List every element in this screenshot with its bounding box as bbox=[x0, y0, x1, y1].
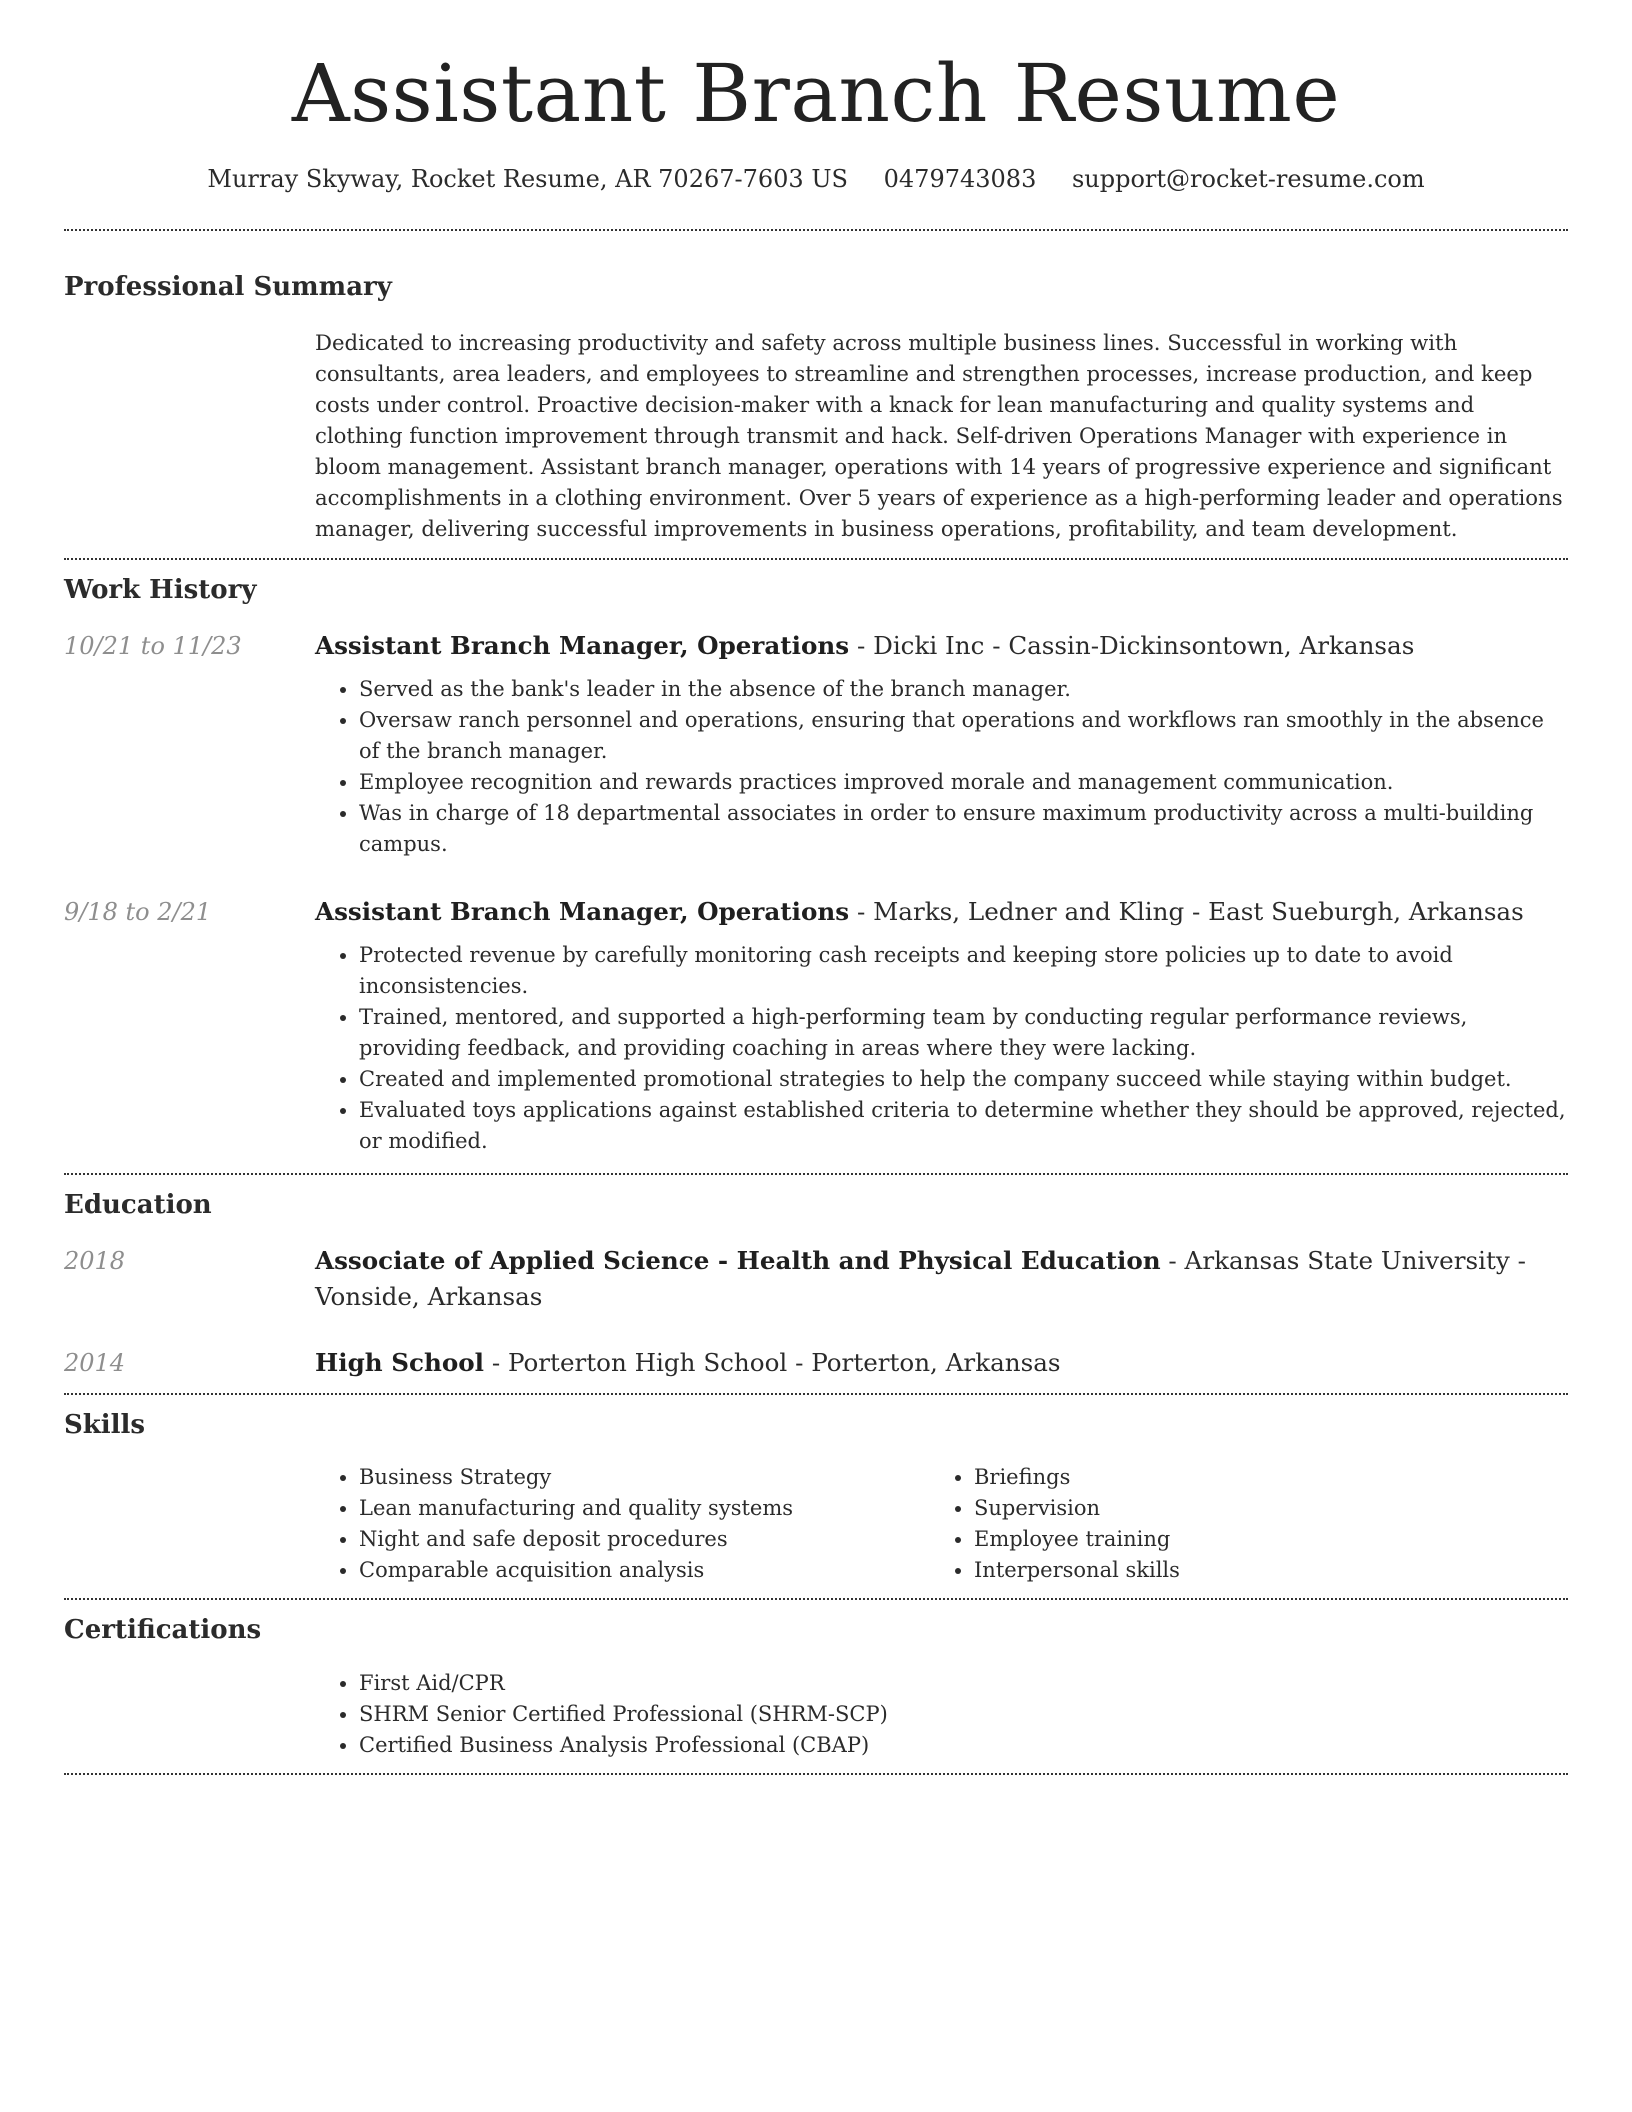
skill-item: • Night and safe deposit procedures bbox=[359, 1524, 930, 1555]
job-bullet: • Trained, mentored, and supported a high-performing team by conducting regular performance reviews, providing feedback, and providing coaching in areas where they were lacking. bbox=[359, 1002, 1568, 1064]
contact-email: support@rocket-resume.com bbox=[1071, 165, 1425, 193]
summary-text: Dedicated to increasing productivity and safety across multiple business lines. Successful in working with consultants, area leaders, and employees to streamline and strengthen processes, increase production, and keep costs under control. Proactive decision-maker with a knack for lean manufacturing and quality systems and clothing function improvement through transmit and hack. Self-driven Operations Manager with experience in bloom management. Assistant branch manager, operations with 14 years of progressive experience and significant accomplishments in a clothing environment. Over 5 years of experience as a high-performing leader and operations manager, delivering successful improvements in business operations, profitability, and team development. bbox=[315, 329, 1563, 541]
skill-item: • Employee training bbox=[974, 1524, 1545, 1555]
education-heading bbox=[315, 1345, 1568, 1381]
job-bullet: • Served as the bank's leader in the absence of the branch manager. bbox=[359, 674, 1568, 705]
job-bullets bbox=[315, 674, 1568, 860]
section-work-history bbox=[64, 560, 1568, 1173]
education-year: 2014 bbox=[64, 1348, 126, 1377]
job-heading bbox=[315, 628, 1568, 664]
job-employer: - Dicki Inc - Cassin-Dickinsontown, Arkansas bbox=[849, 630, 1415, 660]
education-entry bbox=[64, 1315, 1568, 1393]
job-role: Assistant Branch Manager, Operations bbox=[315, 896, 850, 926]
job-bullet: • Was in charge of 18 departmental associates in order to ensure maximum productivity across a multi-building campus. bbox=[359, 798, 1568, 860]
skill-item: • Briefings bbox=[974, 1462, 1545, 1493]
contact-phone: 0479743083 bbox=[883, 165, 1037, 193]
education-heading bbox=[315, 1243, 1568, 1315]
section-certifications bbox=[64, 1600, 1568, 1773]
contact-address: Murray Skyway, Rocket Resume, AR 70267-7603 US bbox=[207, 165, 848, 193]
education-school: - Arkansas State University - Vonside, Arkansas bbox=[315, 1245, 1526, 1311]
section-title-work-history: Work History bbox=[64, 574, 257, 605]
education-school: - Porterton High School - Porterton, Arkansas bbox=[484, 1347, 1061, 1377]
section-title-certifications: Certifications bbox=[64, 1615, 262, 1646]
contact-line bbox=[64, 164, 1568, 195]
skill-item: • Supervision bbox=[974, 1493, 1545, 1524]
job-bullet: • Protected revenue by carefully monitoring cash receipts and keeping store policies up to date to avoid inconsistencies. bbox=[359, 940, 1568, 1002]
section-summary bbox=[64, 231, 1568, 558]
resume-title: Assistant Branch Resume bbox=[291, 47, 1341, 140]
education-degree: Associate of Applied Science - Health and Physical Education bbox=[315, 1245, 1161, 1275]
education-degree: High School bbox=[315, 1347, 484, 1377]
job-dates: 10/21 to 11/23 bbox=[64, 631, 242, 660]
skill-item: • Interpersonal skills bbox=[974, 1555, 1545, 1586]
skills-grid bbox=[315, 1442, 1568, 1598]
section-title-skills: Skills bbox=[64, 1409, 146, 1440]
skill-item: • Lean manufacturing and quality systems bbox=[359, 1493, 930, 1524]
resume-page bbox=[64, 0, 1568, 1775]
education-year: 2018 bbox=[64, 1246, 126, 1275]
job-bullets bbox=[315, 940, 1568, 1157]
section-skills bbox=[64, 1395, 1568, 1599]
certification-item: • First Aid/CPR bbox=[359, 1668, 1568, 1699]
job-role: Assistant Branch Manager, Operations bbox=[315, 630, 850, 660]
job-bullet: • Oversaw ranch personnel and operations, ensuring that operations and workflows ran smoothly in the absence of the branch manager. bbox=[359, 705, 1568, 767]
section-title-summary: Professional Summary bbox=[64, 272, 392, 303]
job-bullet: • Employee recognition and rewards practices improved morale and management communication. bbox=[359, 767, 1568, 798]
job-bullet: • Created and implemented promotional strategies to help the company succeed while staying within budget. bbox=[359, 1064, 1568, 1095]
divider bbox=[64, 1773, 1568, 1775]
certification-item: • SHRM Senior Certified Professional (SHRM-SCP) bbox=[359, 1699, 1568, 1730]
skills-list-right bbox=[930, 1462, 1545, 1586]
job-bullet: • Evaluated toys applications against established criteria to determine whether they should be approved, rejected, or modified. bbox=[359, 1095, 1568, 1157]
job-employer: - Marks, Ledner and Kling - East Sueburgh, Arkansas bbox=[849, 896, 1524, 926]
skill-item: • Comparable acquisition analysis bbox=[359, 1555, 930, 1586]
skills-list-left bbox=[315, 1462, 930, 1586]
job-heading bbox=[315, 894, 1568, 930]
education-entry bbox=[64, 1223, 1568, 1315]
job-dates: 9/18 to 2/21 bbox=[64, 897, 212, 926]
job-entry bbox=[64, 860, 1568, 1173]
job-entry bbox=[64, 608, 1568, 860]
certification-item: • Certified Business Analysis Professional (CBAP) bbox=[359, 1730, 1568, 1761]
skill-item: • Business Strategy bbox=[359, 1462, 930, 1493]
certifications-list bbox=[315, 1648, 1568, 1773]
section-education bbox=[64, 1175, 1568, 1393]
section-title-education: Education bbox=[64, 1189, 212, 1220]
